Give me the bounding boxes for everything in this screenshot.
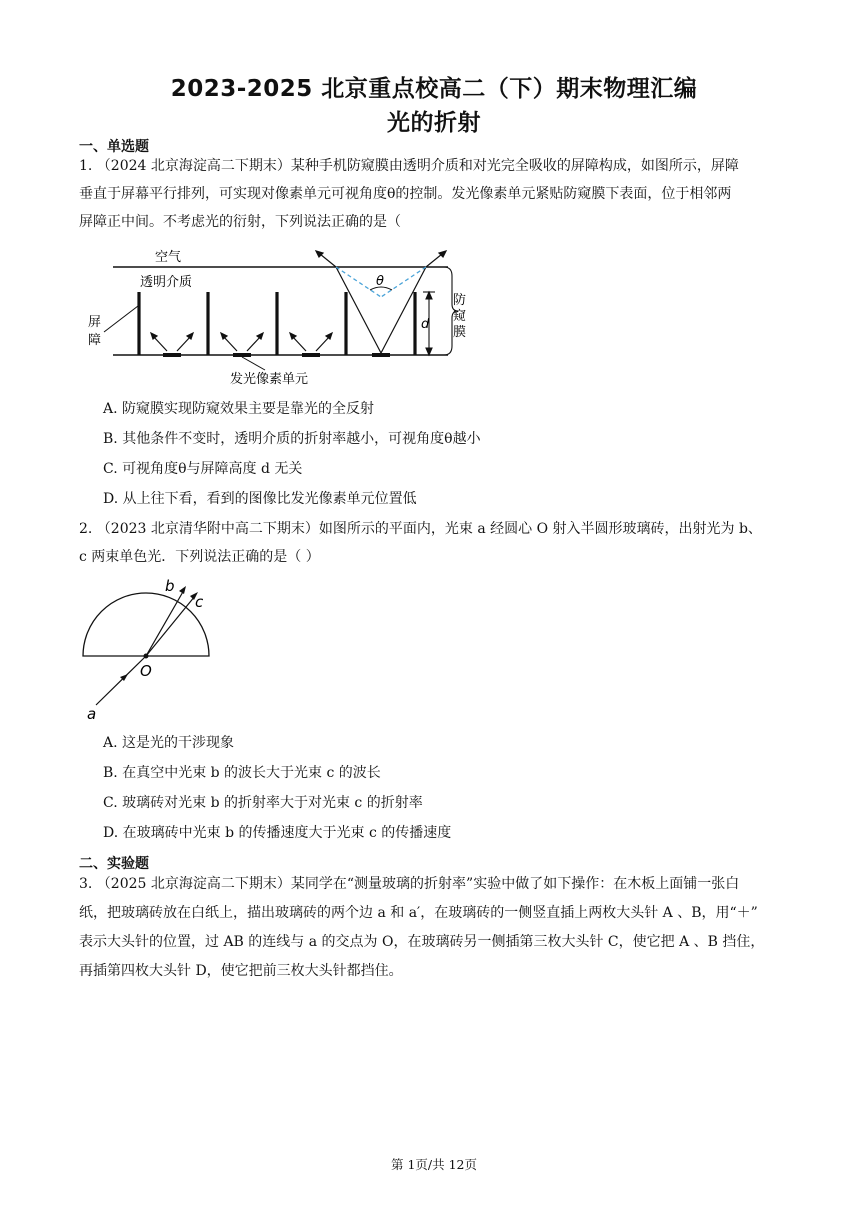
q2-line-1: 2. （2023 北京清华附中高二下期末）如图所示的平面内，光束 a 经圆心 O 射入半圆形玻璃砖，出射光为 b、 [79, 521, 762, 537]
q1-option-a: A. 防窥膜实现防窥效果主要是靠光的全反射 [103, 401, 375, 417]
q3-line-2: 纸，把玻璃砖放在白纸上，描出玻璃砖的两个边 a 和 a′，在玻璃砖的一侧竖直插上两枚大头针 A 、B，用“＋” [79, 905, 758, 921]
q2-figure-label-a: a [87, 705, 97, 723]
q1-figure-medium-label: 透明介质 [140, 275, 193, 290]
q2-option-d: D. 在玻璃砖中光束 b 的传播速度大于光束 c 的传播速度 [103, 825, 452, 841]
q2-option-b: B. 在真空中光束 b 的波长大于光束 c 的波长 [103, 765, 381, 781]
q1-figure-barrier-label-1: 屏 [88, 315, 102, 330]
q1-privacy-film-figure [80, 240, 500, 392]
section-heading-single-choice: 一、单选题 [79, 139, 149, 155]
q1-line-3: 屏障正中间。不考虑光的衍射，下列说法正确的是（ [79, 214, 401, 230]
q3-line-3: 表示大头针的位置，过 AB 的连线与 a 的交点为 O，在玻璃砖另一侧插第三枚大头针 C，使它把 A 、B 挡住， [79, 934, 765, 950]
page-footer: 第 1页/共 12页 [390, 1157, 478, 1172]
q2-semicircle-glass-figure [80, 576, 220, 726]
q1-option-c: C. 可视角度θ与屏障高度 d 无关 [103, 461, 303, 477]
q1-option-d: D. 从上往下看，看到的图像比发光像素单元位置低 [103, 491, 417, 507]
q3-line-1: 3. （2025 北京海淀高二下期末）某同学在“测量玻璃的折射率”实验中做了如下操作：在木板上面铺一张白 [79, 876, 740, 892]
q2-line-2: c 两束单色光．下列说法正确的是（ ） [79, 549, 320, 565]
q1-line-1: 1. （2024 北京海淀高二下期末）某种手机防窥膜由透明介质和对光完全吸收的屏障构成，如图所示，屏障 [79, 158, 739, 174]
q1-option-b: B. 其他条件不变时，透明介质的折射率越小，可视角度θ越小 [103, 431, 481, 447]
q1-figure-theta-label: θ [376, 274, 384, 289]
q2-option-a: A. 这是光的干涉现象 [103, 735, 235, 751]
q1-figure-film-label-1: 防 [453, 293, 467, 308]
q1-figure-air-label: 空气 [155, 250, 182, 265]
q2-figure-label-c: c [195, 593, 204, 611]
section-heading-experiment: 二、实验题 [79, 856, 149, 872]
q1-figure-film-label-3: 膜 [453, 325, 467, 340]
q1-figure-d-label: d [421, 317, 430, 332]
q2-figure-label-b: b [165, 577, 175, 595]
document-subtitle: 光的折射 [387, 110, 481, 136]
q1-figure-barrier-label-2: 障 [88, 333, 102, 348]
q3-line-4: 再插第四枚大头针 D，使它把前三枚大头针都挡住。 [79, 963, 403, 979]
q1-figure-film-label-2: 窥 [453, 309, 467, 324]
q2-figure-label-o: O [140, 662, 152, 680]
document-title: 2023-2025 北京重点校高二（下）期末物理汇编 [170, 76, 698, 102]
q1-figure-pixel-label: 发光像素单元 [230, 372, 309, 387]
q1-line-2: 垂直于屏幕平行排列，可实现对像素单元可视角度θ的控制。发光像素单元紧贴防窥膜下表面，位于相邻两 [79, 186, 732, 202]
q2-option-c: C. 玻璃砖对光束 b 的折射率大于对光束 c 的折射率 [103, 795, 423, 811]
